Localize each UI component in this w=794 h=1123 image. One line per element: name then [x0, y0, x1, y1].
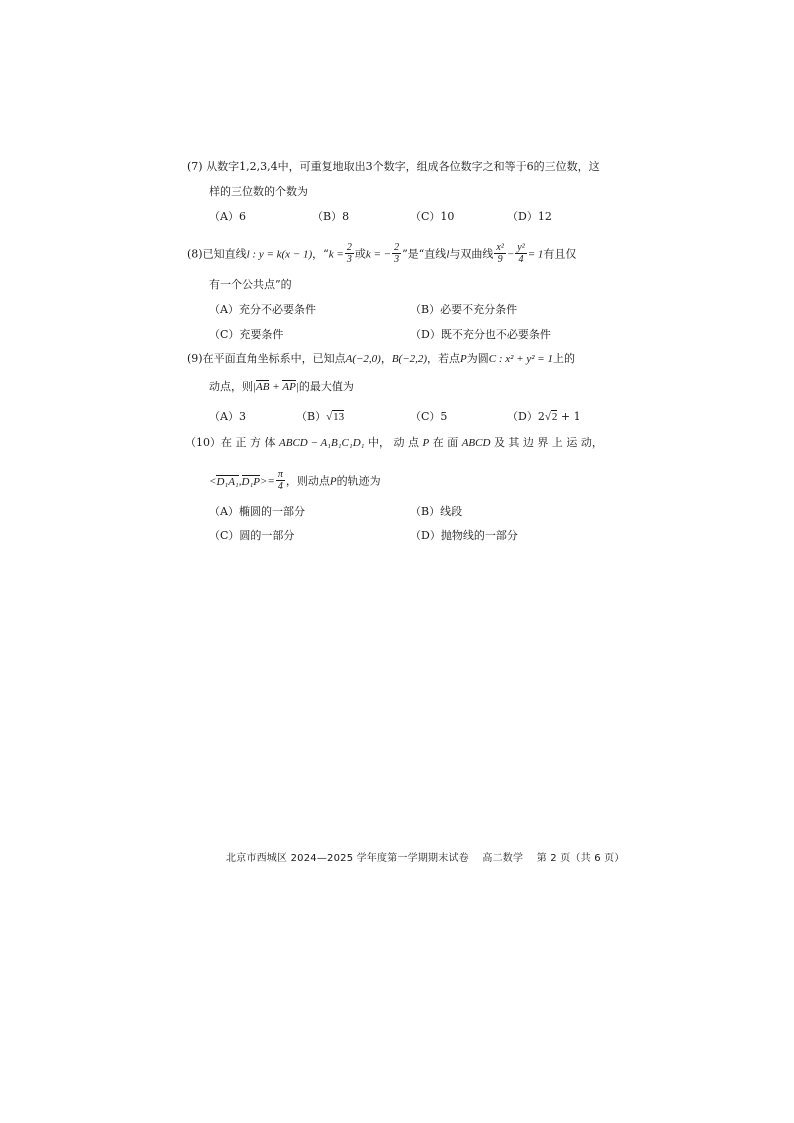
option-label: （D）: [507, 410, 538, 423]
option-text: 12: [537, 210, 552, 223]
q10-point-p: P: [329, 475, 337, 488]
q9-abs-bar: |: [295, 381, 299, 393]
option-label: （C）: [209, 529, 240, 542]
q9-option-b: [296, 410, 344, 424]
q8-option-a: [209, 303, 316, 317]
option-text: 10: [440, 210, 455, 223]
sqrt-symbol: √2: [544, 411, 558, 423]
q8-option-d: [410, 328, 551, 342]
option-text: 抛物线的一部分: [440, 529, 518, 542]
q9-text: 动点，则: [209, 380, 253, 393]
option-text: 充分不必要条件: [238, 303, 316, 316]
q8-minus: −: [506, 248, 515, 261]
q7-number: (7): [187, 160, 203, 173]
q7-option-c: [410, 210, 454, 224]
q10-text: 在 正 方 体: [221, 436, 276, 449]
q9-option-a: [209, 410, 246, 424]
q10-point-p: P: [422, 437, 430, 449]
option-label: （A）: [209, 210, 239, 223]
q8-text: 有且仅: [543, 247, 577, 261]
option-label: （B）: [296, 410, 327, 423]
option-text: 椭圆的一部分: [238, 505, 305, 518]
option-label: （D）: [410, 328, 441, 341]
q7-line1: [187, 160, 600, 174]
q7-option-a: [209, 210, 246, 224]
q8-line-expression: l : y = k(x − 1): [246, 248, 313, 261]
option-text: 3: [238, 410, 246, 423]
option-label: （A）: [209, 303, 239, 316]
q8-l-variable: l: [446, 248, 450, 261]
fraction-denominator: 9: [497, 254, 503, 265]
option-text: 6: [238, 210, 246, 223]
option-label: （A）: [209, 505, 239, 518]
q9-vector-ab: AB: [256, 381, 270, 393]
q10-angle-close: >=: [260, 475, 275, 488]
q9-point-b: B(−2,2): [391, 353, 428, 365]
option-label: （D）: [507, 210, 538, 223]
fraction-denominator: 4: [277, 481, 283, 492]
q10-cube: ABCD − A₁B₁C₁D₁: [279, 437, 365, 449]
q10-line1: [185, 436, 603, 450]
q10-number: （10）: [185, 436, 221, 449]
q10-fraction-pi: [276, 469, 285, 492]
option-text: 2: [537, 410, 545, 423]
option-label: （C）: [410, 410, 441, 423]
q10-line2: [209, 470, 381, 493]
fraction-numerator: 2: [394, 242, 400, 253]
q10-option-b: [410, 505, 462, 519]
q8-fraction-k2: [392, 242, 401, 265]
option-text: 8: [342, 210, 350, 223]
option-text: 2: [551, 411, 558, 423]
q10-vector-d1a1: D₁A₁: [216, 475, 239, 488]
q10-text: 中， 动 点: [367, 436, 419, 449]
q9-point-a: A(−2,0): [345, 353, 381, 365]
q9-circle-equation: C : x² + y² = 1: [488, 353, 553, 365]
q8-line1: [187, 243, 576, 266]
q9-text: 为圆: [466, 352, 489, 365]
q10-text: 及 其 边 界 上 运 动，: [493, 436, 603, 449]
q8-line2: [209, 278, 292, 292]
q9-option-c: [410, 410, 447, 424]
option-text: 5: [440, 410, 448, 423]
fraction-denominator: 4: [518, 254, 524, 265]
option-text: 充要条件: [239, 328, 284, 341]
q8-fraction-x: [494, 242, 505, 265]
q8-option-c: [209, 328, 283, 342]
q8-text: ，“: [312, 247, 329, 261]
option-label: （D）: [410, 529, 441, 542]
q9-text: 上的: [552, 352, 575, 365]
option-text: 线段: [440, 505, 463, 518]
footer-school: 北京市西城区 2024—2025 学年度第一学期期末试卷: [226, 853, 469, 864]
q9-option-d: [507, 410, 581, 424]
option-text: 既不充分也不必要条件: [440, 328, 551, 341]
q9-text: ，: [380, 352, 392, 365]
q10-option-d: [410, 529, 518, 543]
footer-page-number: 第 2 页（共 6 页）: [536, 853, 625, 864]
q10-text: 在 面: [432, 436, 459, 449]
q10-text: 的轨迹为: [336, 474, 381, 488]
q10-vector-d1p: D₁P: [241, 475, 260, 488]
footer-subject: 高二数学: [482, 853, 524, 864]
fraction-denominator: 3: [394, 254, 400, 265]
q7-option-d: [507, 210, 552, 224]
q9-plus: +: [269, 381, 283, 393]
q9-point-p: P: [460, 353, 467, 365]
q7-stem-line2: 样的三位数的个数为: [209, 185, 308, 198]
option-label: （A）: [209, 410, 239, 423]
q8-text: 与双曲线: [449, 247, 494, 261]
option-text: 必要不充分条件: [440, 303, 518, 316]
option-text: 13: [333, 411, 345, 423]
q7-option-b: [312, 210, 349, 224]
q10-text: ，则动点: [285, 474, 330, 488]
q10-angle-open: <: [209, 475, 217, 488]
q8-text: ”是“直线: [402, 247, 447, 261]
q8-equals-one: = 1: [527, 248, 544, 261]
q10-option-a: [209, 505, 305, 519]
fraction-numerator: y²: [517, 242, 525, 253]
q8-k-equals: k =: [328, 248, 344, 261]
q8-text: 已知直线: [202, 247, 247, 261]
option-label: （B）: [410, 505, 441, 518]
fraction-numerator: 2: [346, 242, 352, 253]
option-label: （C）: [410, 210, 441, 223]
q8-k-equals-neg: k = −: [365, 248, 392, 261]
q8-fraction-y: [515, 242, 526, 265]
q8-fraction-k1: [345, 242, 354, 265]
fraction-numerator: π: [277, 469, 283, 480]
q9-text: ，若点: [427, 352, 461, 365]
q8-number: (8): [187, 247, 203, 261]
option-text: 圆的一部分: [239, 529, 295, 542]
q10-comma: ,: [238, 475, 242, 488]
q10-face: ABCD: [461, 437, 491, 449]
q9-number: (9): [187, 352, 203, 365]
q9-text: 在平面直角坐标系中，已知点: [202, 352, 346, 365]
q10-option-c: [209, 529, 294, 543]
q7-stem-line1: 从数字1,2,3,4中，可重复地取出3个数字，组成各位数字之和等于6的三位数，这: [206, 160, 600, 173]
fraction-denominator: 3: [346, 254, 352, 265]
option-label: （B）: [410, 303, 441, 316]
q7-line2: [209, 185, 308, 199]
q8-text: 或: [354, 247, 366, 261]
option-label: （C）: [209, 328, 240, 341]
fraction-numerator: x²: [496, 242, 504, 253]
option-label: （B）: [312, 210, 343, 223]
q8-stem-line2: 有一个公共点”的: [209, 278, 292, 291]
sqrt-symbol: √13: [326, 411, 345, 423]
q9-line1: [187, 352, 575, 366]
q9-text: 的最大值为: [298, 380, 354, 393]
option-text: + 1: [557, 410, 581, 423]
q9-line2: [209, 380, 354, 394]
q9-abs-bar: |: [253, 381, 257, 393]
q8-option-b: [410, 303, 517, 317]
q9-vector-ap: AP: [282, 381, 296, 393]
page-footer: [226, 849, 625, 864]
